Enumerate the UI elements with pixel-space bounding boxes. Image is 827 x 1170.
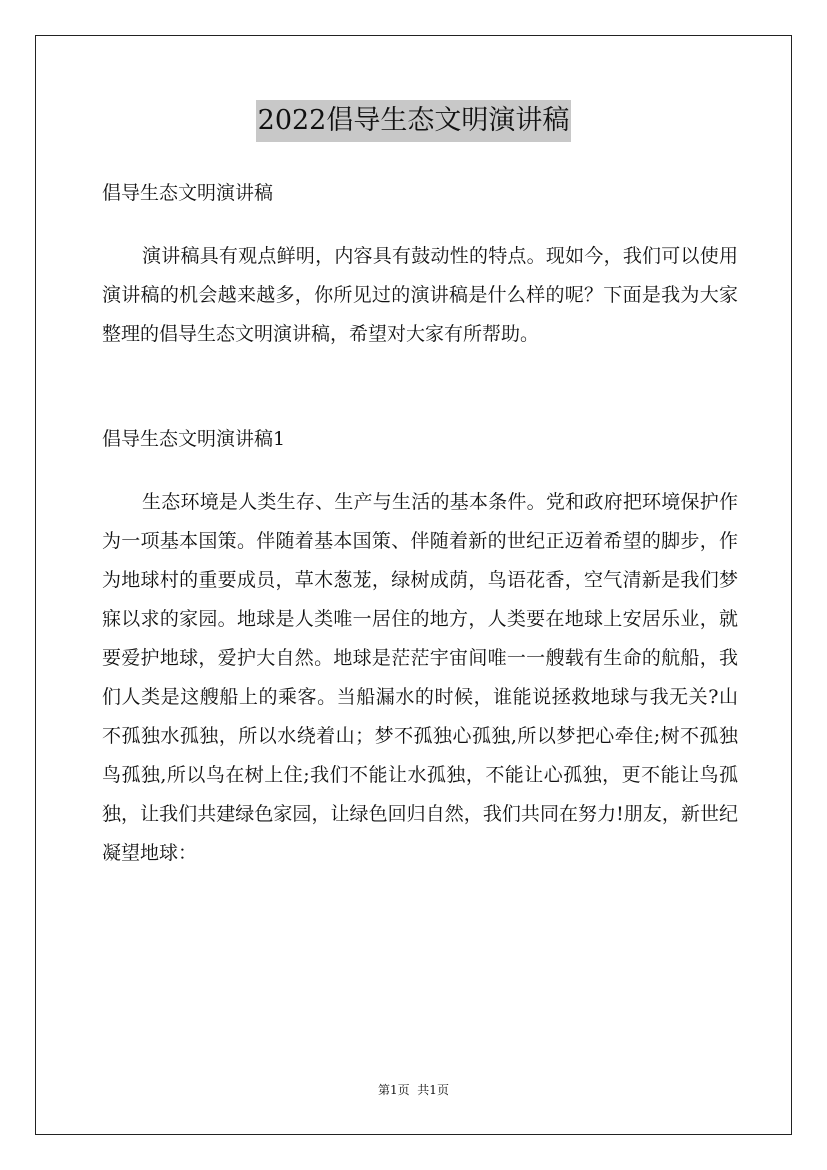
spacer — [102, 354, 738, 420]
section-heading: 倡导生态文明演讲稿1 — [102, 428, 286, 450]
intro-paragraph: 演讲稿具有观点鲜明，内容具有鼓动性的特点。现如今，我们可以使用演讲稿的机会越来越多，你所见过的演讲稿是什么样的呢？下面是我为大家整理的倡导生态文明演讲稿，希望对大家有所帮助。 — [102, 245, 738, 345]
document-title: 2022倡导生态文明演讲稿 — [256, 100, 572, 142]
subtitle-heading: 倡导生态文明演讲稿 — [102, 182, 274, 204]
document-body — [102, 174, 738, 873]
body-paragraph: 生态环境是人类生存、生产与生活的基本条件。党和政府把环境保护作为一项基本国策。伴随着基本国策、伴随着新的世纪正迈着希望的脚步，作为地球村的重要成员，草木葱茏，绿树成荫，鸟语花香，空气清新是我们梦寐以求的家园。地球是人类唯一居住的地方，人类要在地球上安居乐业，就要爱护地球，爱护大自然。地球是茫茫宇宙间唯一一艘载有生命的航船，我们人类是这艘船上的乘客。当船漏水的时候，谁能说拯救地球与我无关?山不孤独水孤独，所以水绕着山；梦不孤独心孤独,所以梦把心牵住;树不孤独鸟孤独,所以鸟在树上住;我们不能让水孤独，不能让心孤独，更不能让鸟孤独，让我们共建绿色家园，让绿色回归自然，我们共同在努力!朋友，新世纪凝望地球： — [102, 491, 738, 864]
spacer — [102, 459, 738, 483]
page-footer: 第1页 共1页 — [378, 1083, 449, 1097]
spacer — [102, 213, 738, 237]
title-container — [0, 100, 827, 142]
